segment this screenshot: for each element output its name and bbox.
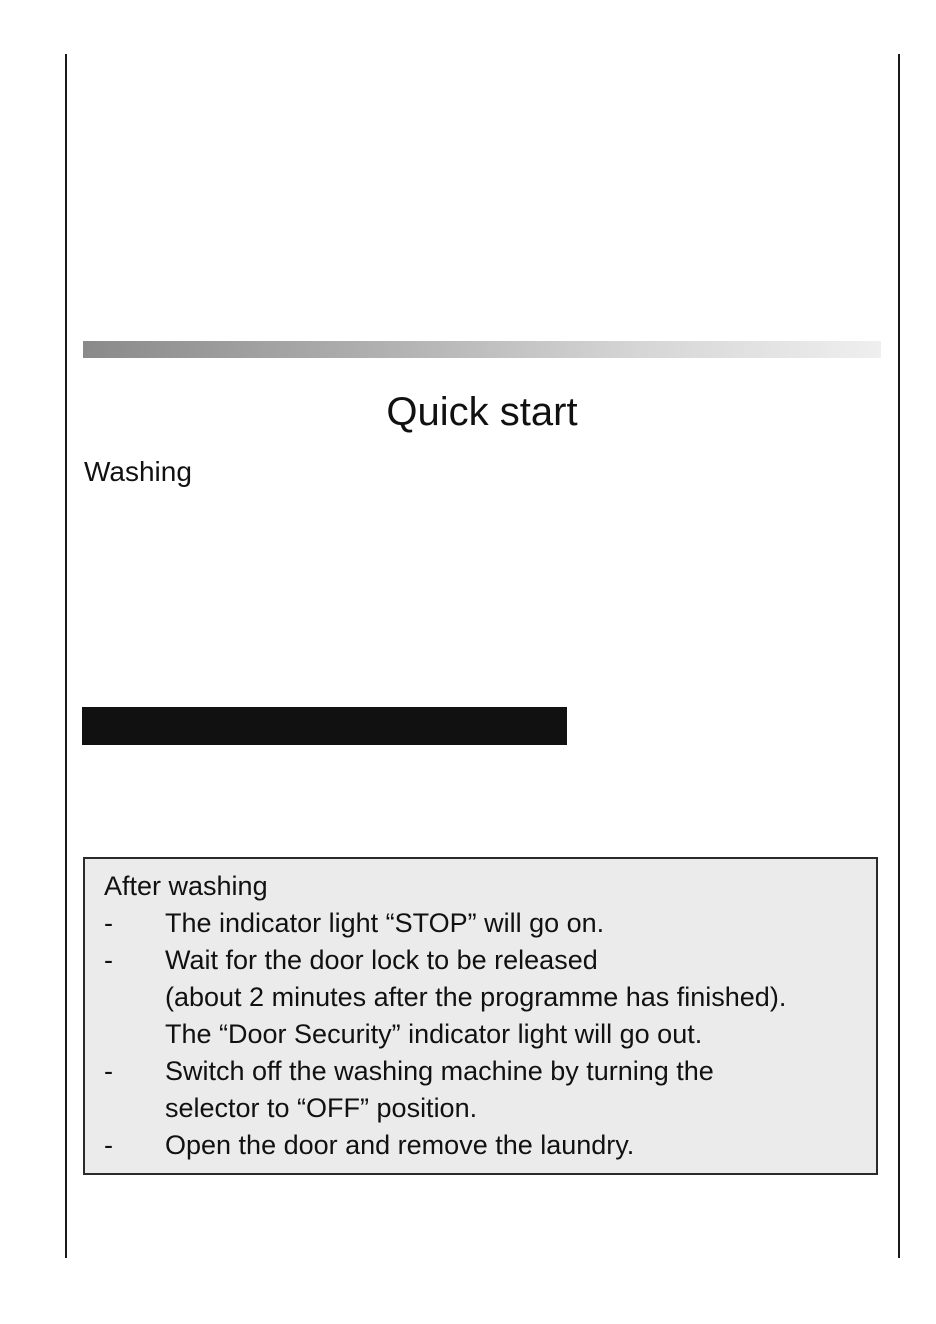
list-item-text <box>165 1053 714 1127</box>
list-item-line: Open the door and remove the laundry. <box>165 1130 635 1160</box>
section-heading-washing: Washing <box>84 456 192 487</box>
list-item-line: selector to “OFF” position. <box>165 1093 478 1123</box>
list-item-text <box>165 942 786 1053</box>
list-item-line: The indicator light “STOP” will go on. <box>165 908 605 938</box>
page-border-left <box>65 54 67 1258</box>
after-washing-box <box>83 857 878 1175</box>
bullet-dash: - <box>104 1056 113 1086</box>
page-border-right <box>898 54 900 1258</box>
bullet-dash: - <box>104 945 113 975</box>
page-title: Quick start <box>386 390 578 434</box>
bullet-dash: - <box>104 908 113 938</box>
header-gradient-bar <box>83 341 881 358</box>
redacted-black-bar <box>82 707 567 745</box>
list-item-line: The “Door Security” indicator light will go out. <box>165 1019 703 1049</box>
list-item <box>104 905 786 942</box>
list-item-line: Wait for the door lock to be released <box>165 945 598 975</box>
list-item-text <box>165 1127 634 1164</box>
bullet-dash: - <box>104 1130 113 1160</box>
list-item <box>104 1127 786 1164</box>
list-item-line: (about 2 minutes after the programme has finished). <box>165 982 787 1012</box>
list-item-text <box>165 905 604 942</box>
list-item <box>104 942 786 1053</box>
list-item <box>104 1053 786 1127</box>
after-washing-heading: After washing <box>104 871 268 901</box>
list-item-line: Switch off the washing machine by turning the <box>165 1056 714 1086</box>
after-washing-list <box>104 905 786 1164</box>
